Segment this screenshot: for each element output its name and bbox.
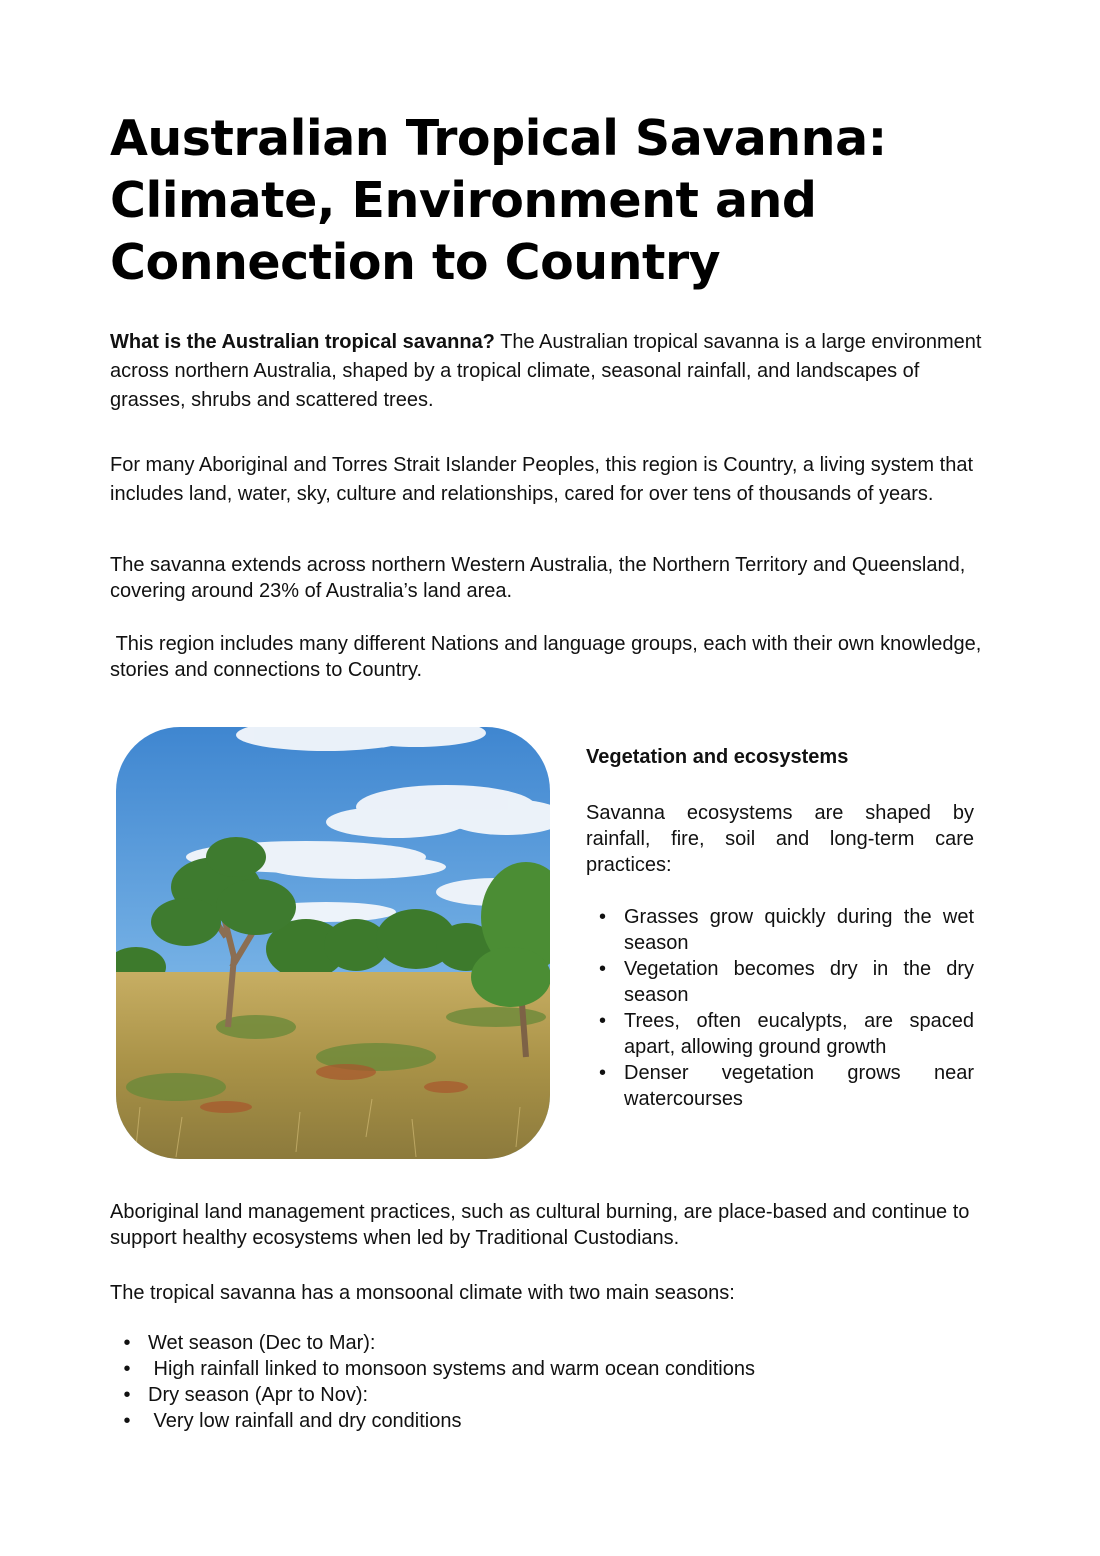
country-paragraph: For many Aboriginal and Torres Strait Islander Peoples, this region is Country, a living system that includes land, water, sky, culture and relationships, cared for over tens of thousands of years. <box>110 454 973 505</box>
list-item <box>586 956 974 1008</box>
list-item-text: Wet season (Dec to Mar): <box>148 1332 376 1354</box>
list-item-text: Grasses grow quickly during the wet season <box>624 906 974 954</box>
list-item <box>586 904 974 956</box>
title-line-2: Climate, Environment and <box>110 172 817 229</box>
list-item-text: High rainfall linked to monsoon systems and warm ocean conditions <box>148 1358 755 1380</box>
intro-paragraph <box>110 328 990 415</box>
extent-paragraph: The savanna extends across northern Western Australia, the Northern Territory and Queensland, covering around 23% of Australia’s land area. <box>110 554 966 602</box>
list-item-text: Denser vegetation grows near watercourses <box>624 1062 974 1110</box>
nations-text: This region includes many different Nations and language groups, each with their own knowledge, stories and connections to Country. <box>110 633 987 681</box>
list-item <box>586 1060 974 1112</box>
list-item-text: Very low rainfall and dry conditions <box>148 1410 462 1432</box>
bullet-icon: • <box>123 1332 131 1354</box>
list-item <box>110 1382 990 1408</box>
bullet-icon: • <box>123 1358 131 1380</box>
vegetation-list <box>586 904 974 1112</box>
savanna-photo <box>116 727 550 1159</box>
bullet-icon: • <box>599 958 607 980</box>
management-paragraph: Aboriginal land management practices, such as cultural burning, are place-based and continue to support healthy ecosystems when led by Traditional Custodians. <box>110 1201 970 1249</box>
bullet-icon: • <box>123 1384 131 1406</box>
bullet-icon: • <box>123 1410 131 1432</box>
bullet-icon: • <box>599 1010 607 1032</box>
climate-intro: The tropical savanna has a monsoonal climate with two main seasons: <box>110 1282 735 1304</box>
list-item-text: Vegetation becomes dry in the dry season <box>624 958 974 1006</box>
vegetation-heading: Vegetation and ecosystems <box>586 746 849 768</box>
seasons-list <box>110 1330 990 1434</box>
vegetation-intro: Savanna ecosystems are shaped by rainfall, fire, soil and long-term care practices: <box>586 802 974 876</box>
bullet-icon: • <box>599 906 607 928</box>
page-title <box>110 108 1010 294</box>
nations-paragraph <box>110 631 990 683</box>
title-line-1: Australian Tropical Savanna: <box>110 110 887 167</box>
list-item <box>586 1008 974 1060</box>
list-item <box>110 1408 990 1434</box>
intro-lead: What is the Australian tropical savanna? <box>110 331 495 353</box>
vegetation-section <box>586 743 974 1112</box>
bullet-icon: • <box>599 1062 607 1084</box>
intro-text: The Australian tropical savanna is a large environment across northern Australia, shaped by a tropical climate, seasonal rainfall, and landscapes of grasses, shrubs and scattered trees. <box>110 331 982 411</box>
title-line-3: Connection to Country <box>110 234 721 291</box>
list-item-text: Dry season (Apr to Nov): <box>148 1384 369 1406</box>
list-item-text: Trees, often eucalypts, are spaced apart, allowing ground growth <box>624 1010 974 1058</box>
list-item <box>110 1330 990 1356</box>
list-item <box>110 1356 990 1382</box>
